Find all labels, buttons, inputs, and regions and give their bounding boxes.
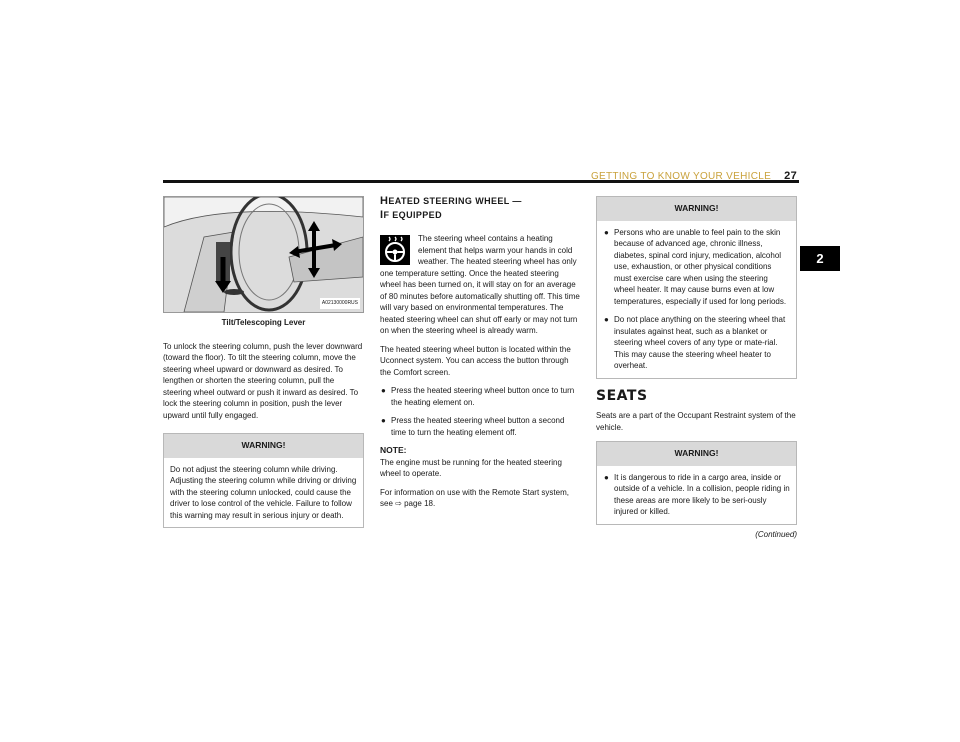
warning-bullets [603,227,790,372]
figure-code: A02130000RUS [320,298,360,310]
tilt-lever-figure [163,196,364,313]
column-left [163,196,364,528]
page-number: 27 [784,170,797,182]
figure-caption: Tilt/Telescoping Lever [221,318,306,327]
seats-heading: SEATS [596,387,648,404]
warning-title: WARNING! [164,434,363,458]
heated-wheel-intro: The steering wheel contains a heating element that helps warm your hands in cold weather. The heated steering wheel has only one temperature setting. Once the heated steering wheel has been turned on, it will stay on for an average of 80 minutes before automatically shutting off. This time will vary based on environmental temperatures. The heated steering wheel can shut off early or may not turn on when the steering wheel is already warm. [380,234,580,335]
page-reference-link[interactable]: page 18. [404,499,436,508]
section-title: GETTING TO KNOW YOUR VEHICLE [590,171,772,182]
note-label: NOTE: [380,445,407,455]
warning-title: WARNING! [597,442,796,466]
seats-paragraph: Seats are a part of the Occupant Restraint system of the vehicle. [596,411,796,432]
chapter-tab: 2 [800,246,840,271]
warning-box-steering-column [163,433,364,528]
list-item: ● It is dangerous to ride in a cargo area, inside or outside of a vehicle. In a collision, people riding in these areas are more likely to be seri-ously injured or killed. [604,472,790,516]
list-item: ● Press the heated steering wheel button a second time to turn the heating element off. [381,416,565,437]
list-item: ● Persons who are unable to feel pain to the skin because of advanced age, chronic illness, diabetes, spinal cord injury, medication, alcohol use, exhaustion, or other physical conditions must exercise care when using the steering wheel heater. It may cause burns even at low temperatures, especially if used for long periods. [604,227,787,306]
list-item: ● Press the heated steering wheel button once to turn the heating element on. [381,386,575,407]
running-header [591,170,797,182]
warning-box-heater [596,196,797,379]
steering-column-paragraph: To unlock the steering column, push the lever downward (toward the floor). To tilt the steering column, move the steering wheel upward or downward as desired. To lengthen or shorten the steering column, pull the steering wheel outward or push it inward as desired. To lock the steering column in position, push the lever upward until fully engaged. [163,341,363,420]
list-item: ● Do not place anything on the steering wheel that insulates against heat, such as a blanket or steering wheel covers of any type or mate-rial. This may cause the steering wheel heater to overheat. [604,315,786,370]
warning-box-cargo [596,441,797,525]
warning-bullets [603,472,790,518]
page-reference-icon: ⇨ [395,499,402,508]
steering-column-illustration [164,197,363,312]
continued-label: (Continued) [755,529,797,539]
if-equipped-heading: IF EQUIPPED [380,208,442,221]
column-middle [380,196,580,517]
heated-steering-wheel-heading: HEATED STEERING WHEEL — [380,195,522,207]
note-text: The engine must be running for the heated steering wheel to operate. [380,457,562,478]
warning-text: Do not adjust the steering column while driving. Adjusting the steering column while driving or driving with the steering column unlocked, could cause the driver to lose control of the vehicle. Failure to follow this warning may result in serious injury or death. [170,464,357,520]
heated-wheel-location: The heated steering wheel button is located within the Uconnect system. You can access the button through the Comfort screen. [380,344,571,377]
heated-steering-wheel-icon [380,235,410,265]
warning-title: WARNING! [597,197,796,221]
remote-start-reference: For information on use with the Remote Start system, see ⇨ page 18. [380,487,569,508]
column-right [596,196,797,540]
heated-wheel-bullets [380,385,580,438]
